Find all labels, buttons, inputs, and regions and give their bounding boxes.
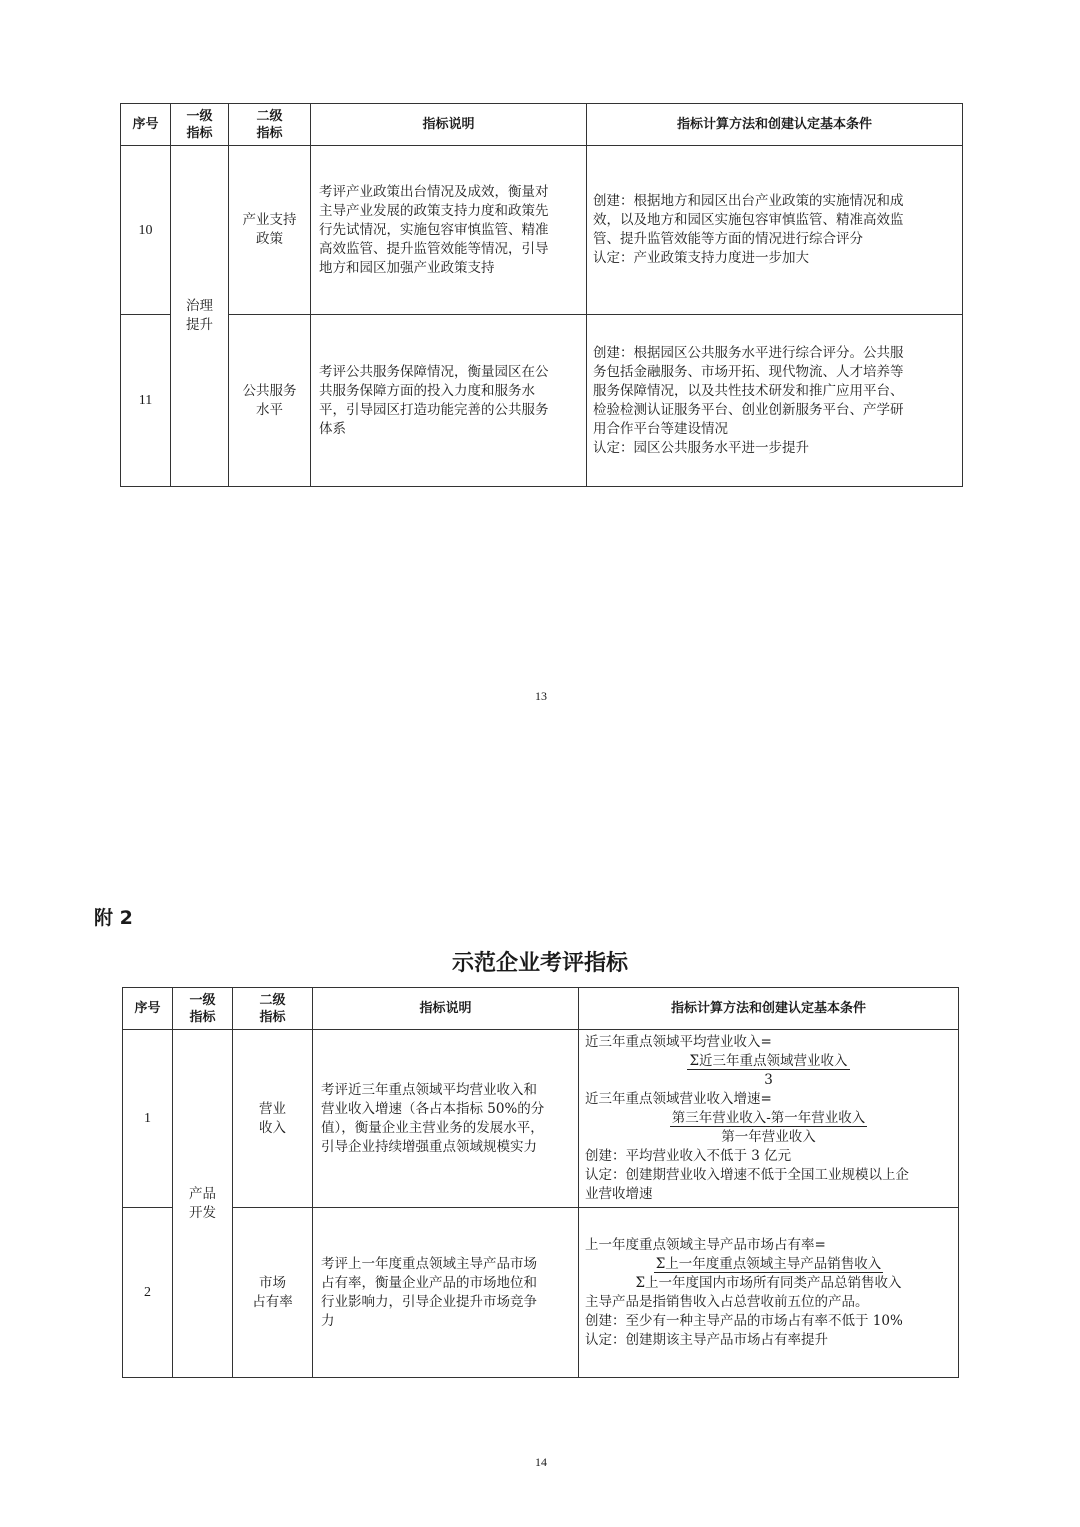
indicator-table-park	[120, 103, 963, 487]
formula-denominator: Σ上一年度国内市场所有同类产品总销售收入	[635, 1274, 902, 1291]
header-level2: 二级 指标	[233, 988, 313, 1030]
row-seq: 10	[121, 146, 171, 315]
table-row	[123, 1030, 959, 1208]
header-seq: 序号	[123, 988, 173, 1030]
table-header-row	[123, 988, 959, 1030]
header-description: 指标说明	[313, 988, 579, 1030]
indicator-description: 考评产业政策出台情况及成效，衡量对 主导产业发展的政策支持力度和政策先 行先试情况，实施包容审慎监管、精准 高效监管、提升监管效能等情况，引导 地方和园区加强产业政策支持	[311, 146, 587, 315]
attachment-label: 附 2	[94, 907, 133, 929]
header-conditions: 指标计算方法和创建认定基本条件	[587, 104, 963, 146]
indicator-description: 考评公共服务保障情况，衡量园区在公 共服务保障方面的投入力度和服务水 平，引导园区打造功能完善的公共服务 体系	[311, 315, 587, 487]
indicator-table-enterprise	[122, 987, 959, 1378]
row-seq: 2	[123, 1208, 173, 1378]
page-number: 14	[535, 1455, 547, 1469]
header-level1: 一级 指标	[171, 104, 229, 146]
formula-denominator: 3	[764, 1072, 773, 1088]
row-seq: 1	[123, 1030, 173, 1208]
level1-group: 治理 提升	[171, 146, 229, 487]
header-level2: 二级 指标	[229, 104, 311, 146]
level2-indicator: 营业 收入	[233, 1030, 313, 1208]
page-number: 13	[535, 689, 547, 703]
header-seq: 序号	[121, 104, 171, 146]
formula-numerator: Σ上一年度重点领域主导产品销售收入	[655, 1255, 882, 1272]
page-title: 示范企业考评指标	[451, 951, 628, 976]
indicator-conditions: 创建：根据地方和园区出台产业政策的实施情况和成 效，以及地方和园区实施包容审慎监管、精准高效监 管、提升监管效能等方面的情况进行综合评分 认定：产业政策支持力度进一步加大	[587, 146, 963, 315]
table-header-row	[121, 104, 963, 146]
indicator-description: 考评上一年度重点领域主导产品市场 占有率，衡量企业产品的市场地位和 行业影响力，引导企业提升市场竞争 力	[313, 1208, 579, 1378]
level1-group: 产品 开发	[173, 1030, 233, 1378]
level2-indicator: 公共服务 水平	[229, 315, 311, 487]
level2-indicator: 市场 占有率	[233, 1208, 313, 1378]
formula-denominator: 第一年营业收入	[721, 1129, 816, 1145]
header-level1: 一级 指标	[173, 988, 233, 1030]
indicator-conditions: 上一年度重点领域主导产品市场占有率= Σ上一年度重点领域主导产品销售收入 Σ上一年度国内市场所有同类产品总销售收入 主导产品是指销售收入占总营收前五位的产品。 创建：至少有一种主导产品的市场占有率不低于 10% 认定：创建期该主导产品市场占有率提升	[579, 1208, 959, 1378]
row-seq: 11	[121, 315, 171, 487]
table-row	[121, 315, 963, 487]
table-row	[123, 1208, 959, 1378]
header-conditions: 指标计算方法和创建认定基本条件	[579, 988, 959, 1030]
table-row	[121, 146, 963, 315]
indicator-conditions: 近三年重点领域平均营业收入= Σ近三年重点领域营业收入 3 近三年重点领域营业收入增速= 第三年营业收入-第一年营业收入 第一年营业收入 创建：平均营业收入不低于 3 亿元 认定：创建期营业收入增速不低于全国工业规模以上企 业营收增速	[579, 1030, 959, 1208]
formula-numerator: 第三年营业收入-第一年营业收入	[671, 1110, 866, 1126]
level2-indicator: 产业支持 政策	[229, 146, 311, 315]
indicator-description: 考评近三年重点领域平均营业收入和 营业收入增速（各占本指标 50%的分 值），衡量企业主营业务的发展水平， 引导企业持续增强重点领域规模实力	[313, 1030, 579, 1208]
indicator-conditions: 创建：根据园区公共服务水平进行综合评分。公共服 务包括金融服务、市场开拓、现代物流、人才培养等 服务保障情况，以及共性技术研发和推广应用平台、 检验检测认证服务平台、创业创新服务平台、产学研 用合作平台等建设情况 认定：园区公共服务水平进一步提升	[587, 315, 963, 487]
header-description: 指标说明	[311, 104, 587, 146]
formula-numerator: Σ近三年重点领域营业收入	[689, 1053, 848, 1069]
